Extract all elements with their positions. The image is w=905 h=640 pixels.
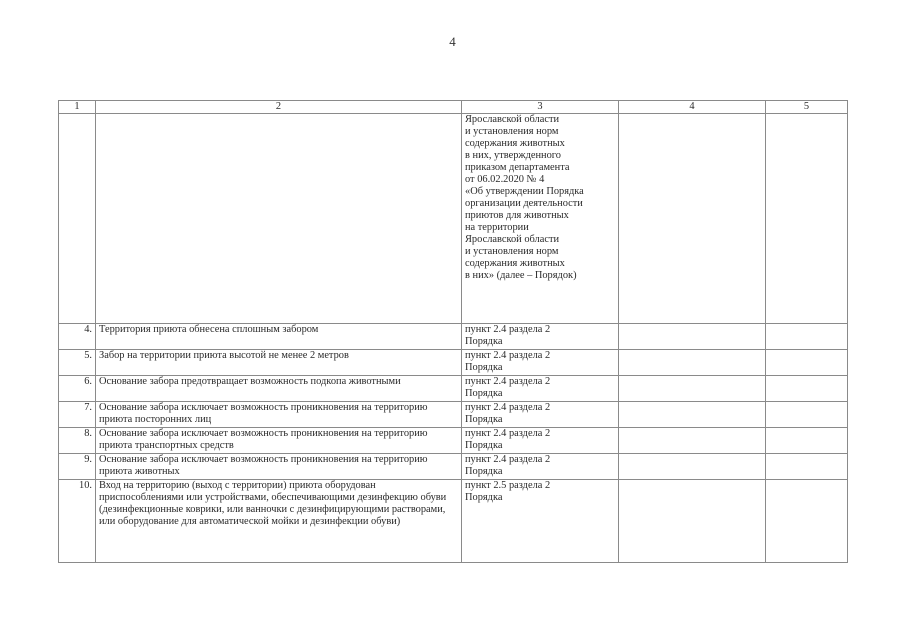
reference-line: на территории	[465, 222, 529, 233]
reference-line: Порядка	[465, 362, 503, 373]
answer-cell	[619, 480, 766, 563]
number-cell: 9.	[59, 454, 96, 480]
question-cell: Территория приюта обнесена сплошным забором	[96, 324, 462, 350]
table-row-item-8	[59, 428, 848, 454]
reference-line: пункт 2.4 раздела 2	[465, 350, 551, 361]
reference-line: Порядка	[465, 492, 503, 503]
reference-line: пункт 2.4 раздела 2	[465, 324, 551, 335]
number-cell: 6.	[59, 376, 96, 402]
reference-line: Порядка	[465, 414, 503, 425]
question-cell: Основание забора исключает возможность проникновения на территорию приюта транспортных средств	[96, 428, 462, 454]
reference-cell	[462, 402, 619, 428]
reference-line: Порядка	[465, 336, 503, 347]
header-cell-4: 4	[619, 101, 766, 114]
answer-cell	[619, 454, 766, 480]
reference-line: пункт 2.4 раздела 2	[465, 454, 551, 465]
reference-line: приказом департамента	[465, 162, 570, 173]
reference-cell	[462, 114, 619, 324]
reference-line: пункт 2.4 раздела 2	[465, 402, 551, 413]
question-cell: Основание забора исключает возможность проникновения на территорию приюта животных	[96, 454, 462, 480]
number-cell	[59, 114, 96, 324]
page-number: 4	[449, 34, 456, 49]
reference-cell	[462, 324, 619, 350]
number-cell: 4.	[59, 324, 96, 350]
question-cell: Забор на территории приюта высотой не менее 2 метров	[96, 350, 462, 376]
reference-line: в них» (далее – Порядок)	[465, 270, 577, 281]
answer-cell	[619, 114, 766, 324]
reference-line: и установления норм	[465, 126, 559, 137]
table-header-row	[59, 101, 848, 114]
table-row-item-7	[59, 402, 848, 428]
reference-line: пункт 2.4 раздела 2	[465, 376, 551, 387]
answer-cell	[619, 376, 766, 402]
answer-cell	[619, 324, 766, 350]
question-cell: Основание забора предотвращает возможность подкопа животными	[96, 376, 462, 402]
reference-line: содержания животных	[465, 138, 565, 149]
reference-line: Ярославской области	[465, 234, 560, 245]
question-cell: Основание забора исключает возможность проникновения на территорию приюта посторонних лиц	[96, 402, 462, 428]
header-cell-2: 2	[96, 101, 462, 114]
note-cell	[766, 402, 848, 428]
reference-line: Порядка	[465, 388, 503, 399]
question-cell	[96, 114, 462, 324]
note-cell	[766, 350, 848, 376]
reference-cell	[462, 350, 619, 376]
number-cell: 8.	[59, 428, 96, 454]
table-row-item-10	[59, 480, 848, 563]
note-cell	[766, 428, 848, 454]
reference-line: Ярославской области	[465, 114, 560, 125]
table-row-continuation	[59, 114, 848, 324]
reference-line: приютов для животных	[465, 210, 569, 221]
table-row-item-6	[59, 376, 848, 402]
reference-line: пункт 2.5 раздела 2	[465, 480, 551, 491]
table-row-item-4	[59, 324, 848, 350]
reference-line: пункт 2.4 раздела 2	[465, 428, 551, 439]
reference-cell	[462, 376, 619, 402]
reference-line: в них, утвержденного	[465, 150, 561, 161]
reference-line: организации деятельности	[465, 198, 583, 209]
reference-line: Порядка	[465, 440, 503, 451]
reference-cell	[462, 428, 619, 454]
note-cell	[766, 114, 848, 324]
table-row-item-5	[59, 350, 848, 376]
answer-cell	[619, 350, 766, 376]
header-cell-5: 5	[766, 101, 848, 114]
reference-line: и установления норм	[465, 246, 559, 257]
number-cell: 5.	[59, 350, 96, 376]
reference-cell	[462, 480, 619, 563]
reference-line: содержания животных	[465, 258, 565, 269]
header-cell-1: 1	[59, 101, 96, 114]
reference-line: от 06.02.2020 № 4	[465, 174, 545, 185]
note-cell	[766, 454, 848, 480]
reference-line: Порядка	[465, 466, 503, 477]
number-cell: 7.	[59, 402, 96, 428]
answer-cell	[619, 402, 766, 428]
reference-line: «Об утверждении Порядка	[465, 186, 584, 197]
answer-cell	[619, 428, 766, 454]
question-cell: Вход на территорию (выход с территории) приюта оборудован приспособлениями или устройствами, обеспечивающими дезинфекцию обуви (дезинфекционные коврики, или ванночки с дезинфицирующими растворами, или оборудование для автоматической мойки и дезинфекции обуви)	[96, 480, 462, 563]
note-cell	[766, 376, 848, 402]
header-cell-3: 3	[462, 101, 619, 114]
note-cell	[766, 480, 848, 563]
checklist-table	[58, 100, 848, 563]
note-cell	[766, 324, 848, 350]
number-cell: 10.	[59, 480, 96, 563]
reference-cell	[462, 454, 619, 480]
table-row-item-9	[59, 454, 848, 480]
